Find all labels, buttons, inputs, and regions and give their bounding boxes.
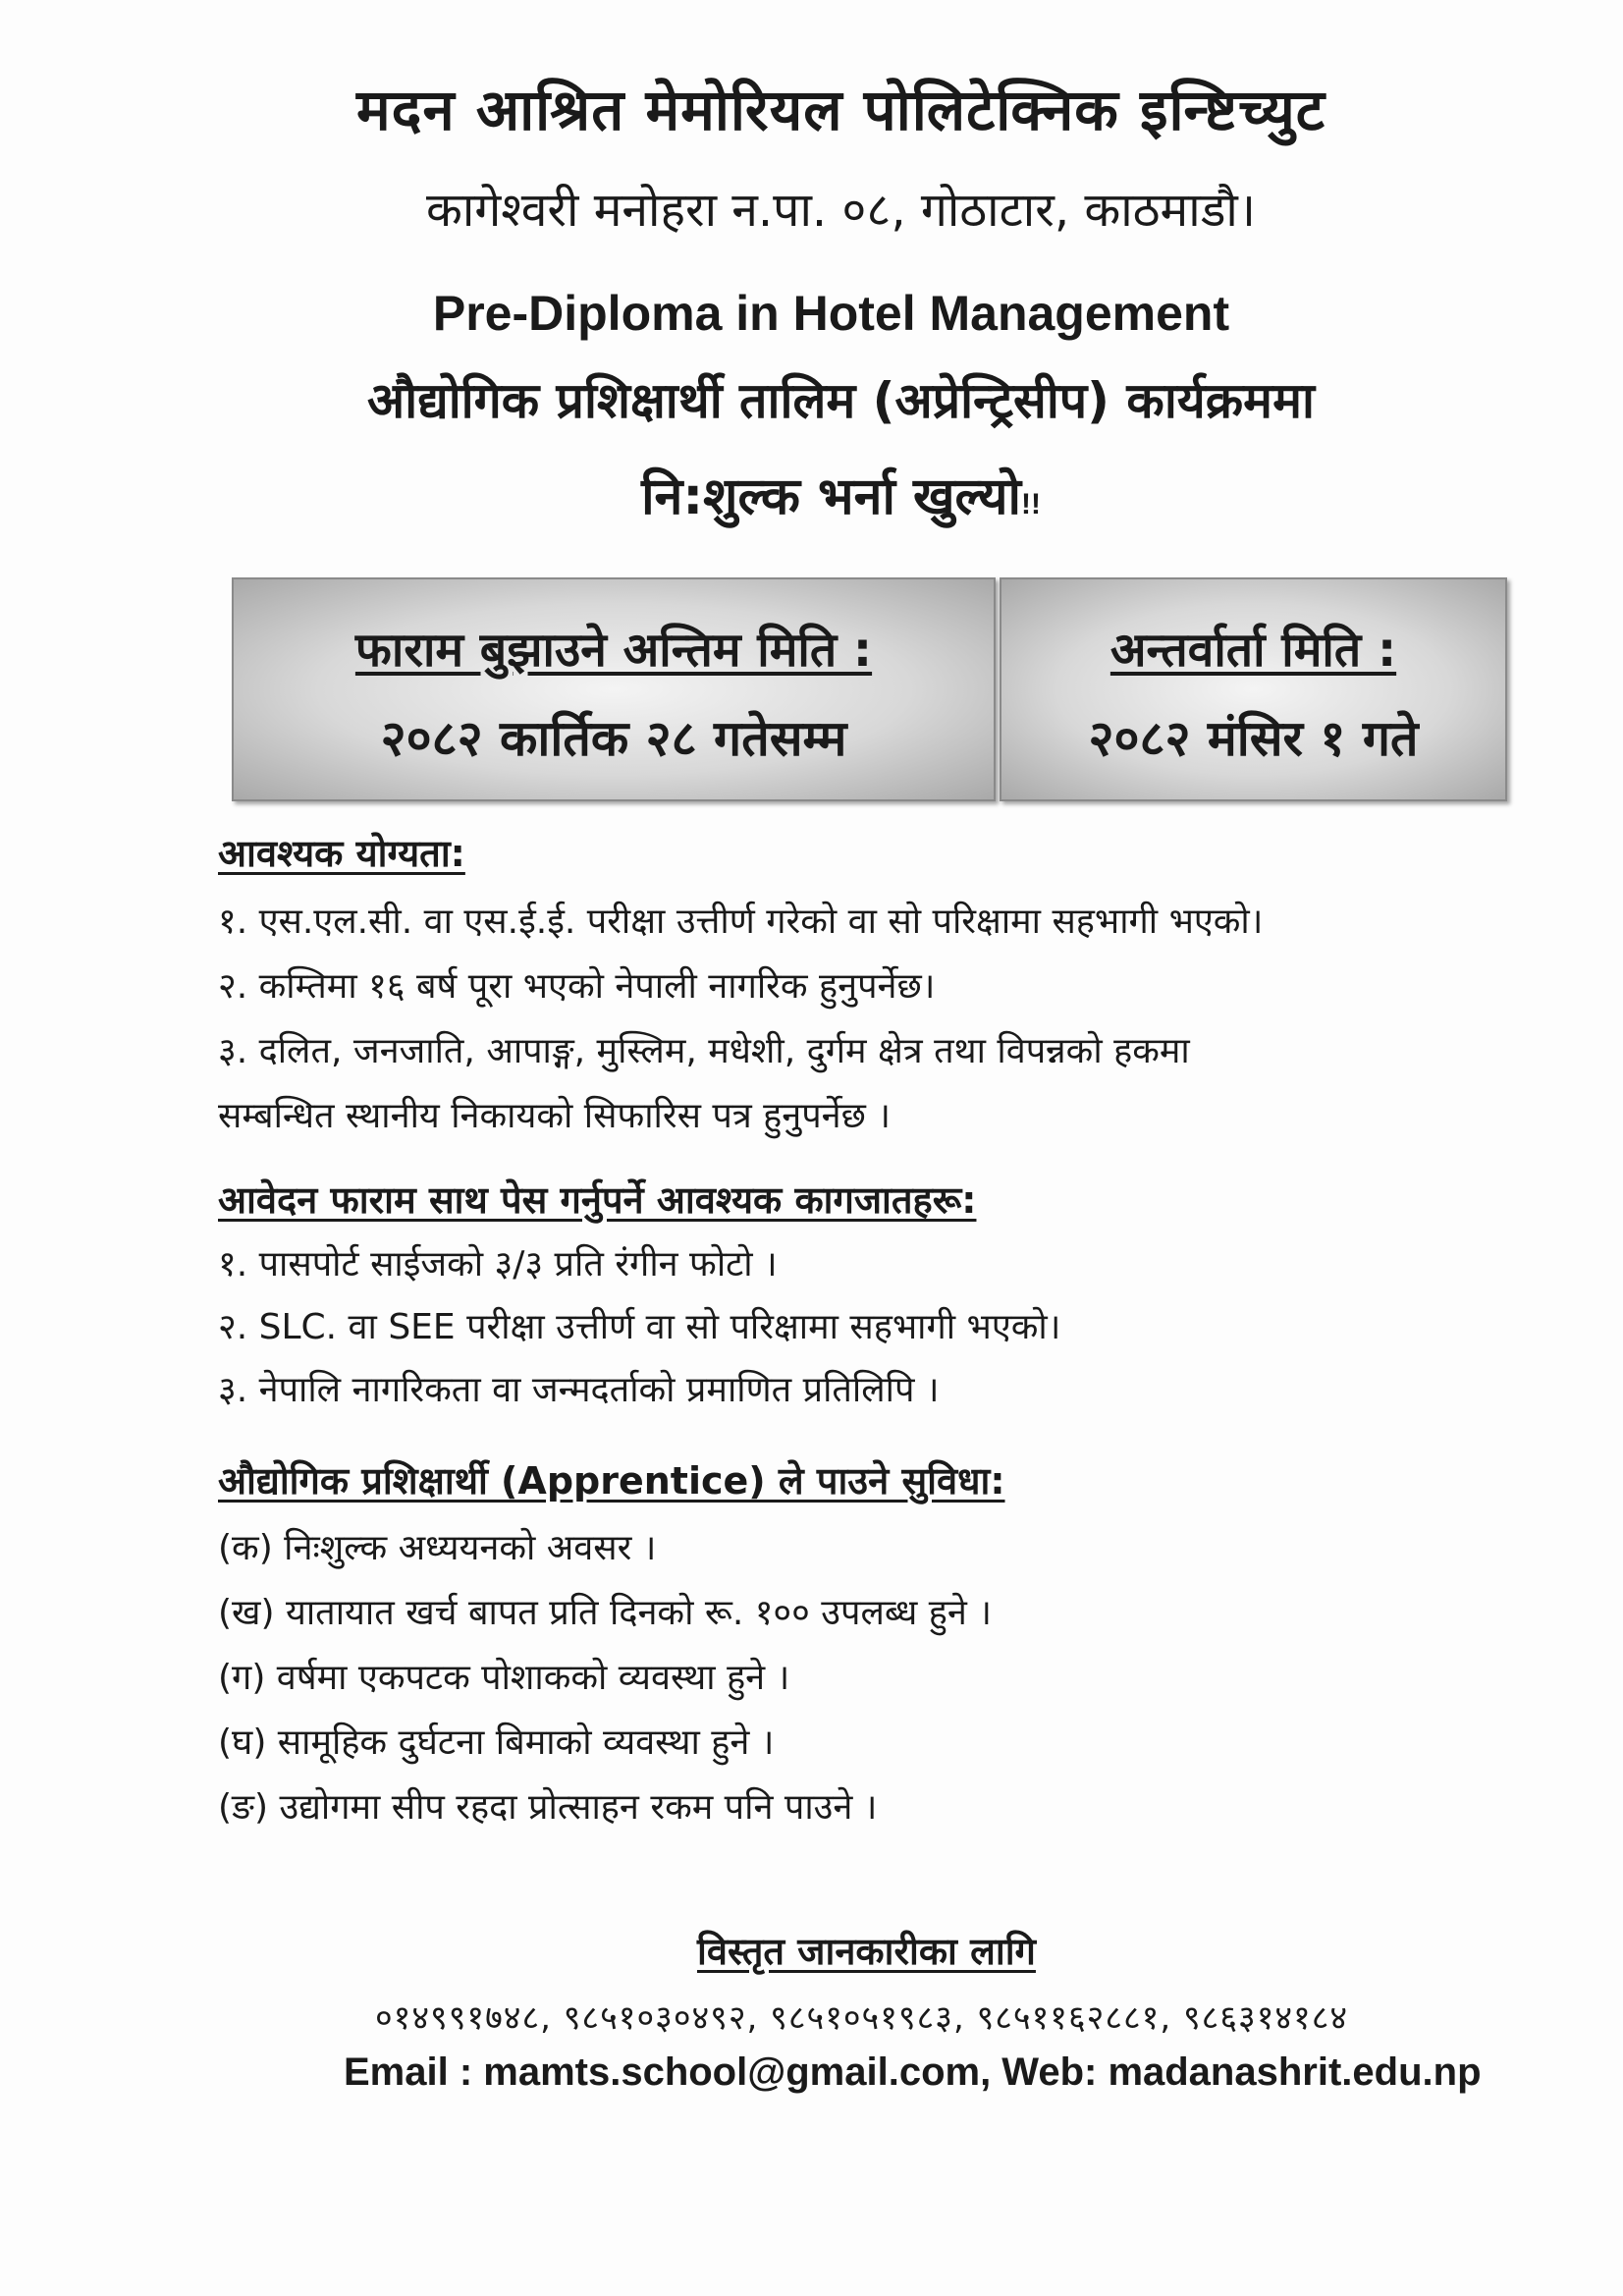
documents-heading: आवेदन फाराम साथ पेस गर्नुपर्ने आवश्यक कागजातहरू: (218, 1178, 977, 1222)
benefit-item: (ङ) उद्योगमा सीप रहदा प्रोत्साहन रकम पनि पाउने । (218, 1787, 878, 1828)
benefit-item: (क) निःशुल्क अध्ययनको अवसर । (218, 1528, 657, 1568)
institute-address: कागेश्वरी मनोहरा न.पा. ०८, गोठाटार, काठमाडौ। (425, 183, 1257, 238)
benefit-item: (ख) यातायात खर्च बापत प्रति दिनको रू. १०० उपलब्ध हुने । (218, 1593, 992, 1633)
qualification-item: २. कम्तिमा १६ बर्ष पूरा भएको नेपाली नागरिक हुनुपर्नेछ। (218, 966, 936, 1007)
qualification-item: सम्बन्धित स्थानीय निकायको सिफारिस पत्र हुनुपर्नेछ । (218, 1096, 891, 1136)
benefit-item: (ग) वर्षमा एकपटक पोशाकको व्यवस्था हुने । (218, 1658, 790, 1698)
program-title: Pre-Diploma in Hotel Management (432, 286, 1230, 341)
apprentice-program-line: औद्योगिक प्रशिक्षार्थी तालिम (अप्रेन्ट्रिसीप) कार्यक्रममा (367, 372, 1315, 429)
contact-email-web: Email : mamts.school@gmail.com, Web: madanashrit.edu.np (344, 2050, 1482, 2094)
contact-heading: विस्तृत जानकारीका लागि (697, 1930, 1036, 1973)
institute-name: मदन आश्रित मेमोरियल पोलिटेक्निक इन्ष्टिच्युट (355, 77, 1326, 143)
document-item: ३. नेपालि नागरिकता वा जन्मदर्ताको प्रमाणित प्रतिलिपि । (218, 1370, 940, 1410)
interview-date-label: अन्तर्वार्ता मिति : (1109, 623, 1397, 678)
interview-date-box (1000, 577, 1507, 801)
qualification-item: १. एस.एल.सी. वा एस.ई.ई. परीक्षा उत्तीर्ण गरेको वा सो परिक्षामा सहभागी भएको। (218, 902, 1264, 942)
benefits-heading: औद्योगिक प्रशिक्षार्थी (Apprentice) ले पाउने सुविधा: (218, 1459, 1005, 1503)
free-admission-text: नि:शुल्क भर्ना खुल्यो (641, 467, 1021, 526)
qualifications-heading: आवश्यक योग्यता: (218, 832, 465, 875)
contact-phone-numbers: ०१४९९१७४८, ९८५१०३०४९२, ९८५१०५१९८३, ९८५११६२८८१, ९८६३१४१८४ (375, 1998, 1349, 2038)
form-deadline-label: फाराम बुझाउने अन्तिम मिति : (354, 623, 873, 678)
exclamation-mark: !! (1020, 488, 1041, 520)
form-deadline-value: २०८२ कार्तिक २८ गतेसम्म (380, 710, 847, 767)
qualification-item: ३. दलित, जनजाति, आपाङ्ग, मुस्लिम, मधेशी, दुर्गम क्षेत्र तथा विपन्नको हकमा (218, 1031, 1190, 1071)
benefit-item: (घ) सामूहिक दुर्घटना बिमाको व्यवस्था हुने । (218, 1722, 775, 1763)
qualifications-section (218, 821, 1524, 1149)
documents-section (218, 1173, 1524, 1422)
document-item: १. पासपोर्ट साईजको ३/३ प्रति रंगीन फोटो । (218, 1244, 778, 1285)
benefits-section (218, 1453, 1524, 1840)
free-admission-notice (29, 460, 1623, 529)
form-deadline-box (232, 577, 996, 801)
document-item: २. SLC. वा SEE परीक्षा उत्तीर्ण वा सो परिक्षामा सहभागी भएको। (218, 1307, 1061, 1347)
interview-date-value: २०८२ मंसिर १ गते (1088, 710, 1419, 767)
